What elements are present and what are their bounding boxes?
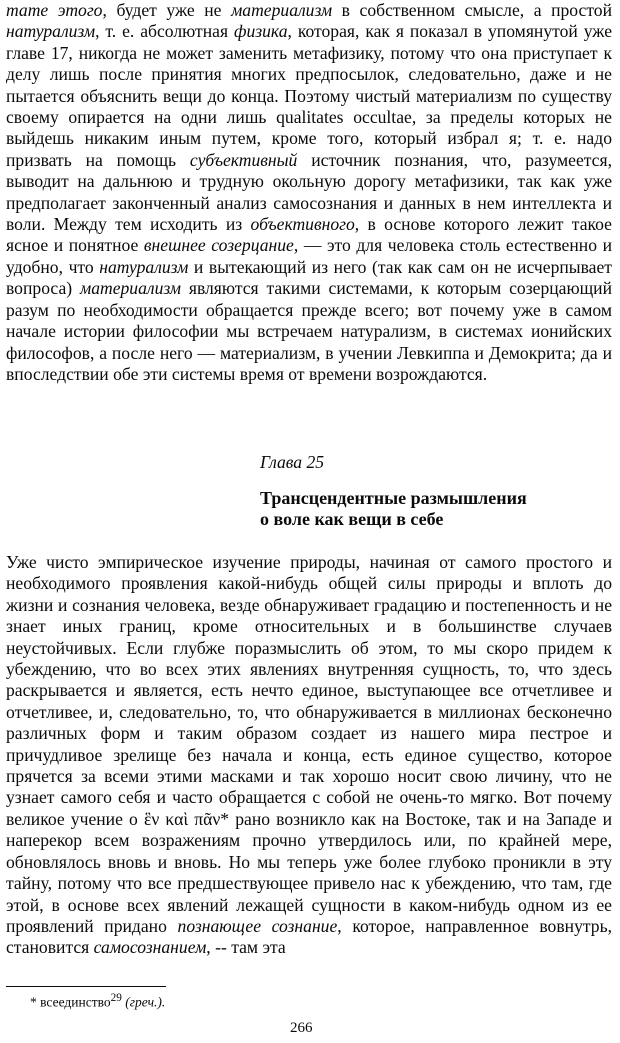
footnote-superscript: 29 xyxy=(110,992,122,1004)
italic-run: натурализм xyxy=(6,21,96,42)
text-run: , которое, направленное вовнутрь, становится xyxy=(6,915,612,958)
text-run: в собственном смысле, а простой xyxy=(332,0,613,20)
text-run: , будет уже не xyxy=(102,0,232,20)
italic-run: объективного xyxy=(250,214,355,235)
top-paragraph xyxy=(6,0,612,385)
footnote-text: всеединство xyxy=(40,994,111,1010)
chapter-title-line-2: о воле как вещи в себе xyxy=(260,509,444,529)
footnote-marker: * xyxy=(30,994,41,1010)
text-run: , которая, как я показал в упомянутой уже главе 17, никогда не может заменить метафизику, потому что она приступает к делу лишь после принятия многих предпосылок, следовательно, даже и не пытается объяснить вещи до конца. Поэтому чистый материализм по существу своему опирается на одни лишь qualitates occultae, за пределы которых не выйдешь никаким иным путем, кроме того, который избрал я; т. е. надо призвать на помощь xyxy=(6,21,613,170)
chapter-label: Глава 25 xyxy=(260,452,325,472)
text-run: и вытекающий из него (так как сам он не исчерпывает вопроса) xyxy=(6,256,612,299)
footnote xyxy=(30,992,165,1011)
italic-run: тате этого xyxy=(6,0,103,20)
italic-run: внешнее созерцание xyxy=(143,235,294,256)
footnote-note: (греч.). xyxy=(121,994,166,1010)
italic-run: материализм xyxy=(79,278,182,299)
italic-run: субъективный xyxy=(189,149,298,170)
text-run: , — это для человека столь естественно и удобно, что xyxy=(6,235,612,277)
page-number: 266 xyxy=(290,1020,313,1036)
chapter-title-line-1: Трансцендентные размышления xyxy=(260,488,527,508)
text-run: Уже чисто эмпирическое изучение природы, начиная от самого простого и необходимого проявления какой-нибудь общей силы природы и вплоть до жизни и сознания человека, везде обнаруживает градацию и постепенность и не знает иных границ, кроме относительных и в большинстве случаев неустойчивых. Если глубже поразмыслить об этом, то мы скоро придем к убеждению, что во всех этих явлениях внутренняя сущность, то, что здесь раскрывается и является, есть нечто единое, выступающее все отчетливее и отчетливее, и, следовательно, то, что обнаруживается в миллионах бесконечно различных форм и таким образом создает из нашего мира пестрое и причудливое зрелище без начала и конца, есть единое существо, которое прячется за всеми этими масками и так хорошо носит свою личину, что не узнает самого себя и часто обращается с собой не очень-то мягко. Вот почему великое учение о ἓν καὶ πᾶν* рано возникло как на Востоке, так и на Западе и наперекор всем возражениям прочно утвердилось или, по крайней мере, обновлялось вновь и вновь. Но мы теперь уже более глубоко проникли в эту тайну, потому что все предшествующее привело нас к убеждению, что там, где этой, в основе всех явлений лежащей сущности в каком-нибудь одном из ее проявлений придано xyxy=(6,552,612,936)
italic-run: материализм xyxy=(231,0,333,20)
italic-run: познающее сознание xyxy=(177,915,338,936)
text-run: , в основе которого лежит такое ясное и понятное xyxy=(6,214,612,256)
chapter-title xyxy=(260,488,600,530)
italic-run: физика xyxy=(233,21,288,42)
main-paragraph xyxy=(6,552,612,959)
italic-run: самосознанием xyxy=(93,937,207,958)
text-run: являются такими системами, к которым созерцающий разум по необходимости обращается прежде всего; вот почему уже в самом начале истории философии мы встречаем натурализм, в системах ионийских философов, а после него — материализм, в учении Левкиппа и Демокрита; да и впоследствии обе эти системы время от времени возрождаются. xyxy=(6,278,612,384)
footnote-divider xyxy=(6,986,166,987)
text-run: источник познания, что, разумеется, выводит на дальнюю и трудную окольную дорогу метафизики, так как уже предполагает законченный анализ самосознания и данных в нем интеллекта и воли. Между тем исходить из xyxy=(6,149,612,235)
italic-run: натурализм xyxy=(99,256,189,277)
text-run: , т. е. абсолютная xyxy=(95,21,234,42)
text-run: , -- там эта xyxy=(206,937,286,958)
